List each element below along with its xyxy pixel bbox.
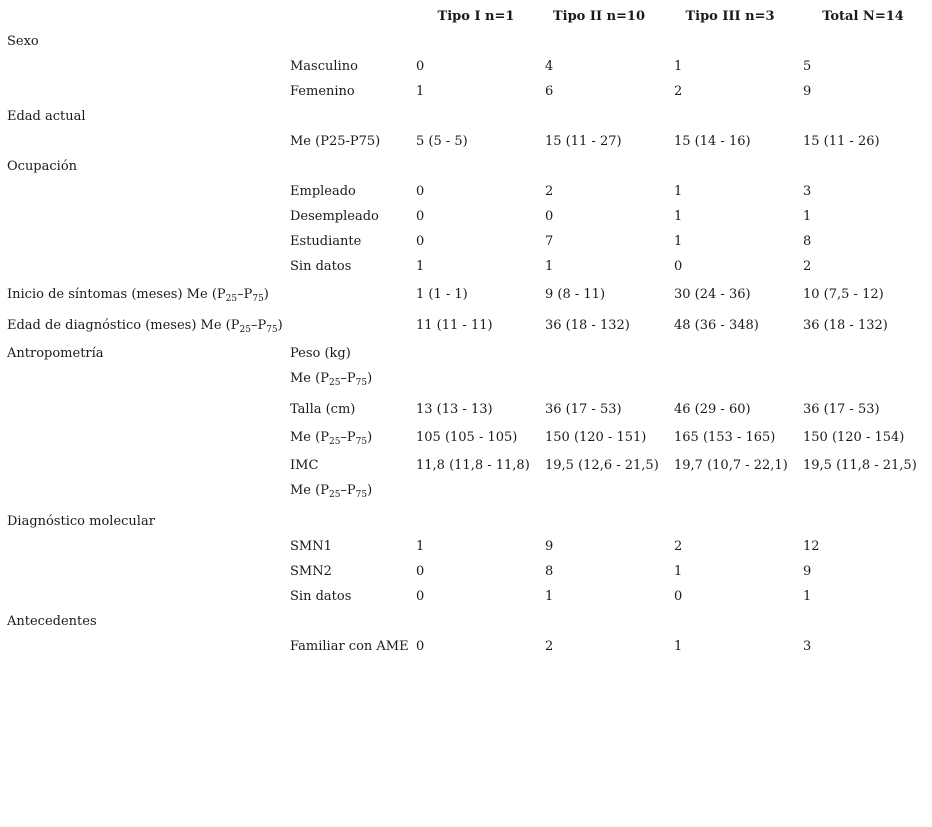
row-category: Edad actual — [7, 109, 86, 124]
row-subcategory: Estudiante — [290, 234, 362, 249]
table-cell: 1 — [803, 589, 812, 604]
row-subcategory: Me $(P_{25}-P_{75})$ — [290, 371, 373, 388]
column-header: Tipo III n=3 — [685, 9, 775, 24]
row-subcategory: Me $(P_{25}-P_{75})$ — [290, 430, 373, 447]
table-cell: 9 — [545, 539, 554, 554]
column-header: Tipo I n=1 — [437, 9, 515, 24]
row-subcategory: Sin datos — [290, 259, 352, 274]
table-cell: 1 — [416, 259, 425, 274]
table-cell: 1 (1 - 1) — [416, 287, 468, 302]
table-cell: 9 — [803, 564, 812, 579]
table-cell: 30 (24 - 36) — [674, 287, 751, 302]
table-cell: 11,8 (11,8 - 11,8) — [416, 458, 530, 473]
row-subcategory: Me $(P_{25}-P_{75})$ — [290, 483, 373, 500]
row-subcategory: Femenino — [290, 84, 355, 99]
row-category: Inicio de síntomas (meses) Me $(P_{25}-P_{75})$ — [7, 287, 269, 304]
table-cell: 0 — [545, 209, 554, 224]
table-cell: 1 — [674, 59, 683, 74]
table-cell: 2 — [803, 259, 812, 274]
table-cell: 1 — [416, 539, 425, 554]
table-cell: 36 (18 - 132) — [803, 318, 888, 333]
table-cell: 2 — [674, 84, 683, 99]
table-cell: 11 (11 - 11) — [416, 318, 493, 333]
table-cell: 150 (120 - 154) — [803, 430, 905, 445]
row-subcategory: IMC — [290, 458, 319, 473]
table-cell: 36 (17 - 53) — [545, 402, 622, 417]
row-subcategory: Masculino — [290, 59, 358, 74]
table-cell: 1 — [674, 564, 683, 579]
row-subcategory: Sin datos — [290, 589, 352, 604]
table-cell: 0 — [416, 639, 425, 654]
row-subcategory: SMN1 — [290, 539, 332, 554]
table-cell: 8 — [803, 234, 812, 249]
table-cell: 19,7 (10,7 - 22,1) — [674, 458, 788, 473]
table-cell: 4 — [545, 59, 554, 74]
table-cell: 10 (7,5 - 12) — [803, 287, 884, 302]
table-cell: 3 — [803, 184, 812, 199]
table-cell: 36 (17 - 53) — [803, 402, 880, 417]
table-cell: 1 — [674, 234, 683, 249]
table-cell: 19,5 (12,6 - 21,5) — [545, 458, 659, 473]
row-category: Ocupación — [7, 159, 78, 174]
table-cell: 1 — [545, 259, 554, 274]
table-cell: 105 (105 - 105) — [416, 430, 518, 445]
table-cell: 0 — [416, 209, 425, 224]
table-cell: 12 — [803, 539, 820, 554]
row-subcategory: Me (P25-P75) — [290, 134, 381, 149]
table-cell: 150 (120 - 151) — [545, 430, 647, 445]
column-header: Tipo II n=10 — [552, 9, 646, 24]
table-cell: 9 (8 - 11) — [545, 287, 606, 302]
table-cell: 1 — [545, 589, 554, 604]
table-cell: 1 — [674, 184, 683, 199]
row-subcategory: Peso (kg) — [290, 346, 351, 361]
table-cell: 9 — [803, 84, 812, 99]
row-category: Edad de diagnóstico (meses) Me $(P_{25}-P_{75})$ — [7, 318, 283, 335]
table-cell: 3 — [803, 639, 812, 654]
table-cell: 8 — [545, 564, 554, 579]
table-cell: 2 — [545, 184, 554, 199]
row-category: Diagnóstico molecular — [7, 514, 155, 529]
table-cell: 0 — [416, 564, 425, 579]
table-cell: 2 — [674, 539, 683, 554]
table-cell: 13 (13 - 13) — [416, 402, 493, 417]
table-cell: 0 — [674, 259, 683, 274]
table-cell: 19,5 (11,8 - 21,5) — [803, 458, 917, 473]
row-category: Antecedentes — [7, 614, 97, 629]
table-cell: 15 (14 - 16) — [674, 134, 751, 149]
table-cell: 7 — [545, 234, 554, 249]
row-category: Sexo — [7, 34, 39, 49]
table-cell: 46 (29 - 60) — [674, 402, 751, 417]
table-cell: 1 — [674, 639, 683, 654]
table-cell: 2 — [545, 639, 554, 654]
table-cell: 1 — [803, 209, 812, 224]
column-header: Total N=14 — [822, 9, 904, 24]
table-cell: 36 (18 - 132) — [545, 318, 630, 333]
row-category: Antropometría — [7, 346, 104, 361]
table-cell: 15 (11 - 26) — [803, 134, 880, 149]
row-subcategory: Empleado — [290, 184, 356, 199]
table-cell: 1 — [416, 84, 425, 99]
table-cell: 1 — [674, 209, 683, 224]
row-subcategory: Desempleado — [290, 209, 379, 224]
table-cell: 48 (36 - 348) — [674, 318, 759, 333]
table-cell: 0 — [674, 589, 683, 604]
row-subcategory: SMN2 — [290, 564, 332, 579]
table-cell: 0 — [416, 59, 425, 74]
table-cell: 15 (11 - 27) — [545, 134, 622, 149]
table-cell: 0 — [416, 184, 425, 199]
table-cell: 5 — [803, 59, 812, 74]
table-cell: 0 — [416, 234, 425, 249]
table-cell: 165 (153 - 165) — [674, 430, 776, 445]
row-subcategory: Familiar con AME — [290, 639, 409, 654]
table-cell: 0 — [416, 589, 425, 604]
table-cell: 5 (5 - 5) — [416, 134, 468, 149]
table-cell: 6 — [545, 84, 554, 99]
row-subcategory: Talla (cm) — [290, 402, 356, 417]
